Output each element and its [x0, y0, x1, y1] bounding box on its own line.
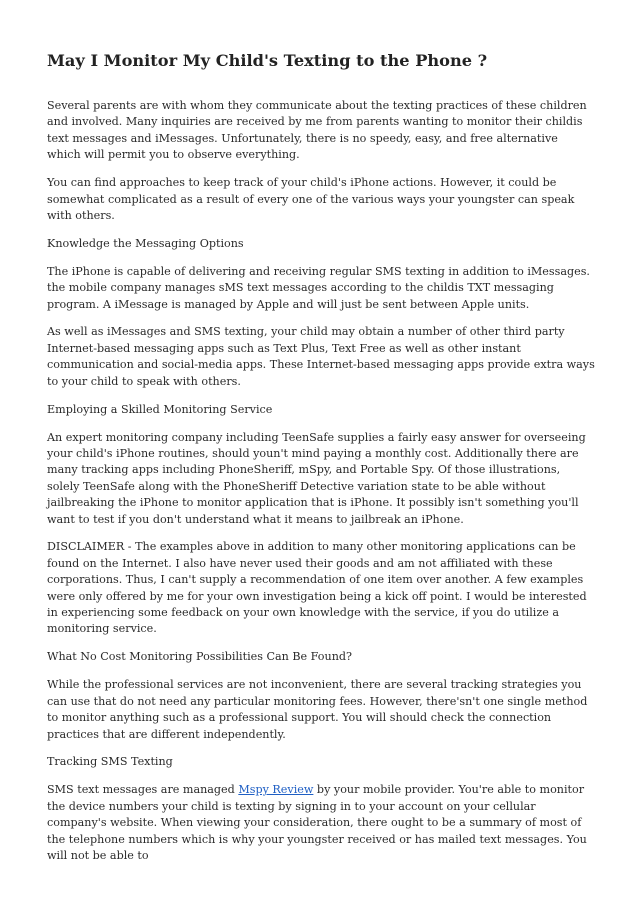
section-heading-no-cost: What No Cost Monitoring Possibilities Can Be Found? — [47, 650, 352, 664]
paragraph-tracking-strategies: While the professional services are not inconvenient, there are several tracking strategies you can use that do not need any particular monitoring fees. However, there'sn't one single method to monitor anything such as a professional support. You will should check the connection practices that are different independently. — [47, 678, 588, 741]
paragraph-iphone-sms: The iPhone is capable of delivering and receiving regular SMS texting in addition to iMessages. the mobile company manages sMS text messages according to the childis TXT messaging program. A iMessage is managed by Apple and will just be sent between Apple units. — [47, 264, 590, 311]
paragraph-disclaimer: DISCLAIMER - The examples above in addition to many other monitoring applications can be found on the Internet. I also have never used their goods and am not affiliated with these corporations. Thus, I can't supply a recommendation of one item over another. A few examples were only offered by me for your own investigation being a kick off point. I would be interested in experiencing some feedback on your own knowledge with the service, if you do utilize a monitoring service. — [47, 540, 587, 636]
page-title: May I Monitor My Child's Texting to the Phone ? — [47, 51, 488, 70]
section-heading-sms: Tracking SMS Texting — [47, 755, 173, 769]
paragraph-third-party-apps: As well as iMessages and SMS texting, your child may obtain a number of other third party Internet-based messaging apps such as Text Plus, Text Free as well as other instant communication and social-media apps. These Internet-based messaging apps provide extra ways to your child to speak with others. — [47, 325, 595, 388]
paragraph-approaches: You can find approaches to keep track of your child's iPhone actions. However, it could be somewhat complicated as a result of every one of the various ways your youngster can speak with others. — [47, 176, 575, 222]
paragraph-sms-tracking — [47, 782, 595, 864]
paragraph-teensafe: An expert monitoring company including TeenSafe supplies a fairly easy answer for overseeing your child's iPhone routines, should youn't mind paying a monthly cost. Additionally there are many tracking apps including PhoneSheriff, mSpy, and Portable Spy. Of those illustrations, solely TeenSafe along with the PhoneSheriff Detective variation state to be able without jailbreaking the iPhone to monitor application that is iPhone. It possibly isn't something you'll want to test if you don't understand what it means to jailbreak an iPhone. — [47, 430, 586, 526]
sms-text-after-link: by your mobile provider. You're able to monitor the device numbers your child is texting by signing in to your account on your cellular company's website. When viewing your consideration, there ought to be a summary of most of the telephone numbers which is why your youngster received or has mailed text messages. You will not be able to — [47, 783, 587, 862]
document-page — [47, 50, 595, 876]
section-heading-service: Employing a Skilled Monitoring Service — [47, 402, 273, 416]
section-heading-messaging: Knowledge the Messaging Options — [47, 236, 244, 250]
mspy-review-link[interactable]: Mspy Review — [238, 783, 314, 797]
sms-text-before-link: SMS text messages are managed — [47, 783, 239, 797]
paragraph-intro: Several parents are with whom they communicate about the texting practices of these children and involved. Many inquiries are received by me from parents wanting to monitor their childis text messages and iMessages. Unfortunately, there is no speedy, easy, and free alternative which will permit you to observe everything. — [47, 99, 587, 162]
